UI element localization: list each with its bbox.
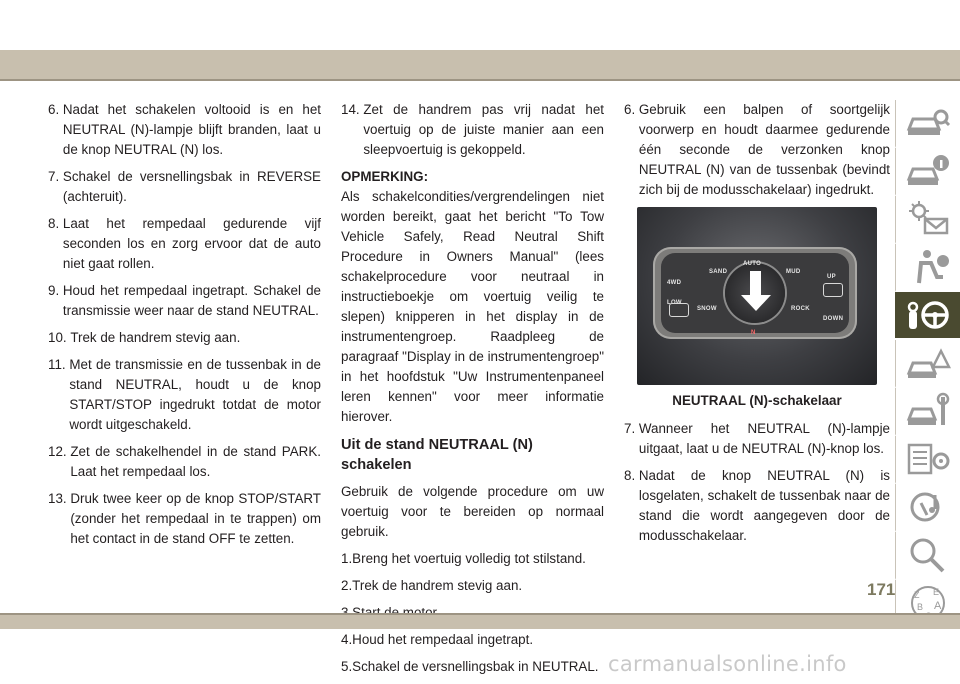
item-text: Trek de handrem stevig aan. [70, 330, 241, 345]
list-item [48, 328, 321, 348]
label-snow: SNOW [697, 306, 717, 312]
item-number: 1. [341, 551, 353, 566]
item-text: Nadat het schakelen voltooid is en het NEUTRAL (N)-lampje blijft branden, laat u de knop NEUTRAL (N) los. [62, 102, 321, 157]
list-item [48, 281, 321, 321]
section-heading: Uit de stand NEUTRAAL (N) schakelen [341, 437, 533, 473]
list-item [624, 100, 890, 200]
item-number: 10. [48, 330, 71, 345]
car-warning-triangle-icon [905, 343, 951, 383]
label-sand: SAND [709, 269, 728, 275]
item-text: Laat het rempedaal gedurende vijf seconden los en zorg ervoor dat de auto niet gaat rollen. [62, 216, 321, 271]
tab-car-magnifier[interactable] [895, 100, 960, 148]
item-number: 14. [341, 102, 364, 117]
tab-checklist-gear[interactable] [895, 436, 960, 484]
tab-car-warning-triangle[interactable] [895, 340, 960, 388]
svg-text:E: E [933, 587, 940, 597]
item-text: Nadat de knop NEUTRAL (N) is losgelaten, schakelt de tussenbak naar de stand die wordt aangegeven door de modusschakelaar. [638, 468, 890, 543]
car-magnifier-icon [905, 103, 951, 143]
figure-caption: NEUTRAAL (N)-schakelaar [672, 393, 842, 408]
tab-music-navigation[interactable] [895, 484, 960, 532]
list-item [341, 576, 604, 596]
item-text: Met de transmissie en de tussenbak in de stand NEUTRAL, houdt u de knop START/STOP ingedrukt totdat de motor wordt uitgeschakeld. [69, 357, 321, 432]
label-4wd-low: 4WD LOW [667, 280, 682, 306]
label-rock: ROCK [791, 306, 810, 312]
column-1 [48, 100, 321, 556]
selec-terrain-panel [653, 247, 857, 339]
item-text: Schakel de versnellingsbak in REVERSE (achteruit). [62, 169, 321, 204]
key-steering-wheel-icon [905, 295, 951, 335]
mode-switch-photo [637, 207, 877, 385]
item-number: 11. [48, 357, 70, 372]
tab-starting-and-operating[interactable] [895, 292, 960, 340]
item-number: 8. [624, 468, 639, 483]
item-number: 4. [341, 632, 353, 647]
list-item [48, 489, 321, 549]
panel-inner [661, 253, 849, 336]
item-text: Trek de handrem stevig aan. [352, 578, 523, 593]
footer-band [0, 613, 960, 629]
search-magnifier-icon [905, 535, 951, 575]
page-number: 171 [867, 580, 896, 599]
car-info-icon [905, 151, 951, 191]
header-band [0, 50, 960, 79]
music-navigation-icon [905, 487, 951, 527]
tab-warning-lights-mail[interactable] [895, 196, 960, 244]
label-up: UP [827, 274, 836, 280]
hill-descent-button [669, 303, 689, 317]
label-down: DOWN [823, 316, 844, 322]
item-number: 9. [48, 283, 63, 298]
column-3 [624, 100, 890, 553]
list-item [48, 214, 321, 274]
label-neutral: N [751, 330, 756, 336]
list-item [48, 442, 321, 482]
list-item [48, 355, 321, 435]
item-number: 2. [341, 578, 353, 593]
list-item [48, 100, 321, 160]
item-number: 7. [48, 169, 63, 184]
list-item [341, 630, 604, 650]
tab-seat-airbag[interactable] [895, 244, 960, 292]
air-suspension-up-button [823, 283, 843, 297]
item-number: 8. [48, 216, 63, 231]
list-item [624, 419, 890, 459]
list-item [341, 549, 604, 569]
warning-lights-mail-icon [905, 199, 951, 239]
intro-paragraph: Gebruik de volgende procedure om uw voertuig voor te bereiden op normaal gebruik. [341, 484, 604, 539]
list-item [48, 167, 321, 207]
item-text: Wanneer het NEUTRAL (N)-lampje uitgaat, laat u de NEUTRAL (N)-knop los. [638, 421, 890, 456]
label-auto: AUTO [743, 261, 762, 267]
svg-text:Z: Z [914, 590, 920, 600]
list-item [341, 100, 604, 160]
note-heading: OPMERKING: [341, 169, 429, 184]
arrow-head-icon [741, 295, 771, 311]
tab-car-info[interactable] [895, 148, 960, 196]
item-number: 7. [624, 421, 639, 436]
item-number: 12. [48, 444, 71, 459]
list-item [624, 466, 890, 546]
label-mud: MUD [786, 269, 801, 275]
checklist-gear-icon [905, 439, 951, 479]
item-text: Druk twee keer op de knop STOP/START (zonder het rempedaal in te trappen) om het contact in de stand OFF te zetten. [70, 491, 321, 546]
item-number: 5. [341, 659, 353, 674]
item-text: Zet de handrem pas vrij nadat het voertuig op de juiste manier aan een sleepvoertuig is gekoppeld. [363, 102, 604, 157]
item-text: Houd het rempedaal ingetrapt. Schakel de transmissie weer naar de stand NEUTRAL. [62, 283, 321, 318]
arrow-down-icon [750, 271, 761, 295]
tab-car-wrench[interactable] [895, 388, 960, 436]
svg-text:A: A [934, 600, 942, 612]
seat-airbag-icon [905, 247, 951, 287]
item-number: 6. [624, 102, 639, 117]
chapter-tabs [895, 100, 960, 628]
item-text: Zet de schakelhendel in de stand PARK. Laat het rempedaal los. [70, 444, 321, 479]
item-number: 6. [48, 102, 63, 117]
column-2 [341, 100, 604, 684]
watermark-text: carmanualsonline.info [608, 652, 847, 676]
item-text: Gebruik een balpen of soortgelijk voorwerp en houdt daarmee gedurende één seconde de verzonken knop NEUTRAL (N) van de tussenbak (bevindt zich bij de modusschakelaar) ingedrukt. [638, 102, 890, 197]
svg-text:B: B [917, 602, 924, 612]
car-wrench-icon [905, 391, 951, 431]
item-text: Breng het voertuig volledig tot stilstand. [352, 551, 586, 566]
item-number: 13. [48, 491, 71, 506]
item-text: Houd het rempedaal ingetrapt. [352, 632, 534, 647]
tab-search[interactable] [895, 532, 960, 580]
list-item [341, 657, 604, 677]
header-rule [0, 79, 960, 81]
item-text: Schakel de versnellingsbak in NEUTRAL. [352, 659, 599, 674]
note-body: Als schakelcondities/vergrendelingen niet worden bereikt, gaat het bericht "To Tow Vehicle Safely, Read Neutral Shift Procedure in Owners Manual" (lees schakelprocedure voor neutraal in instructieboekje om voertuig veilig te slepen) knipperen in het display in de instrumentengroep. Raadpleeg de paragraaf "Display in de instrumentengroep" in het hoofdstuk "Uw Instrumentenpaneel leren kennen" voor meer informatie hierover. [341, 189, 604, 424]
